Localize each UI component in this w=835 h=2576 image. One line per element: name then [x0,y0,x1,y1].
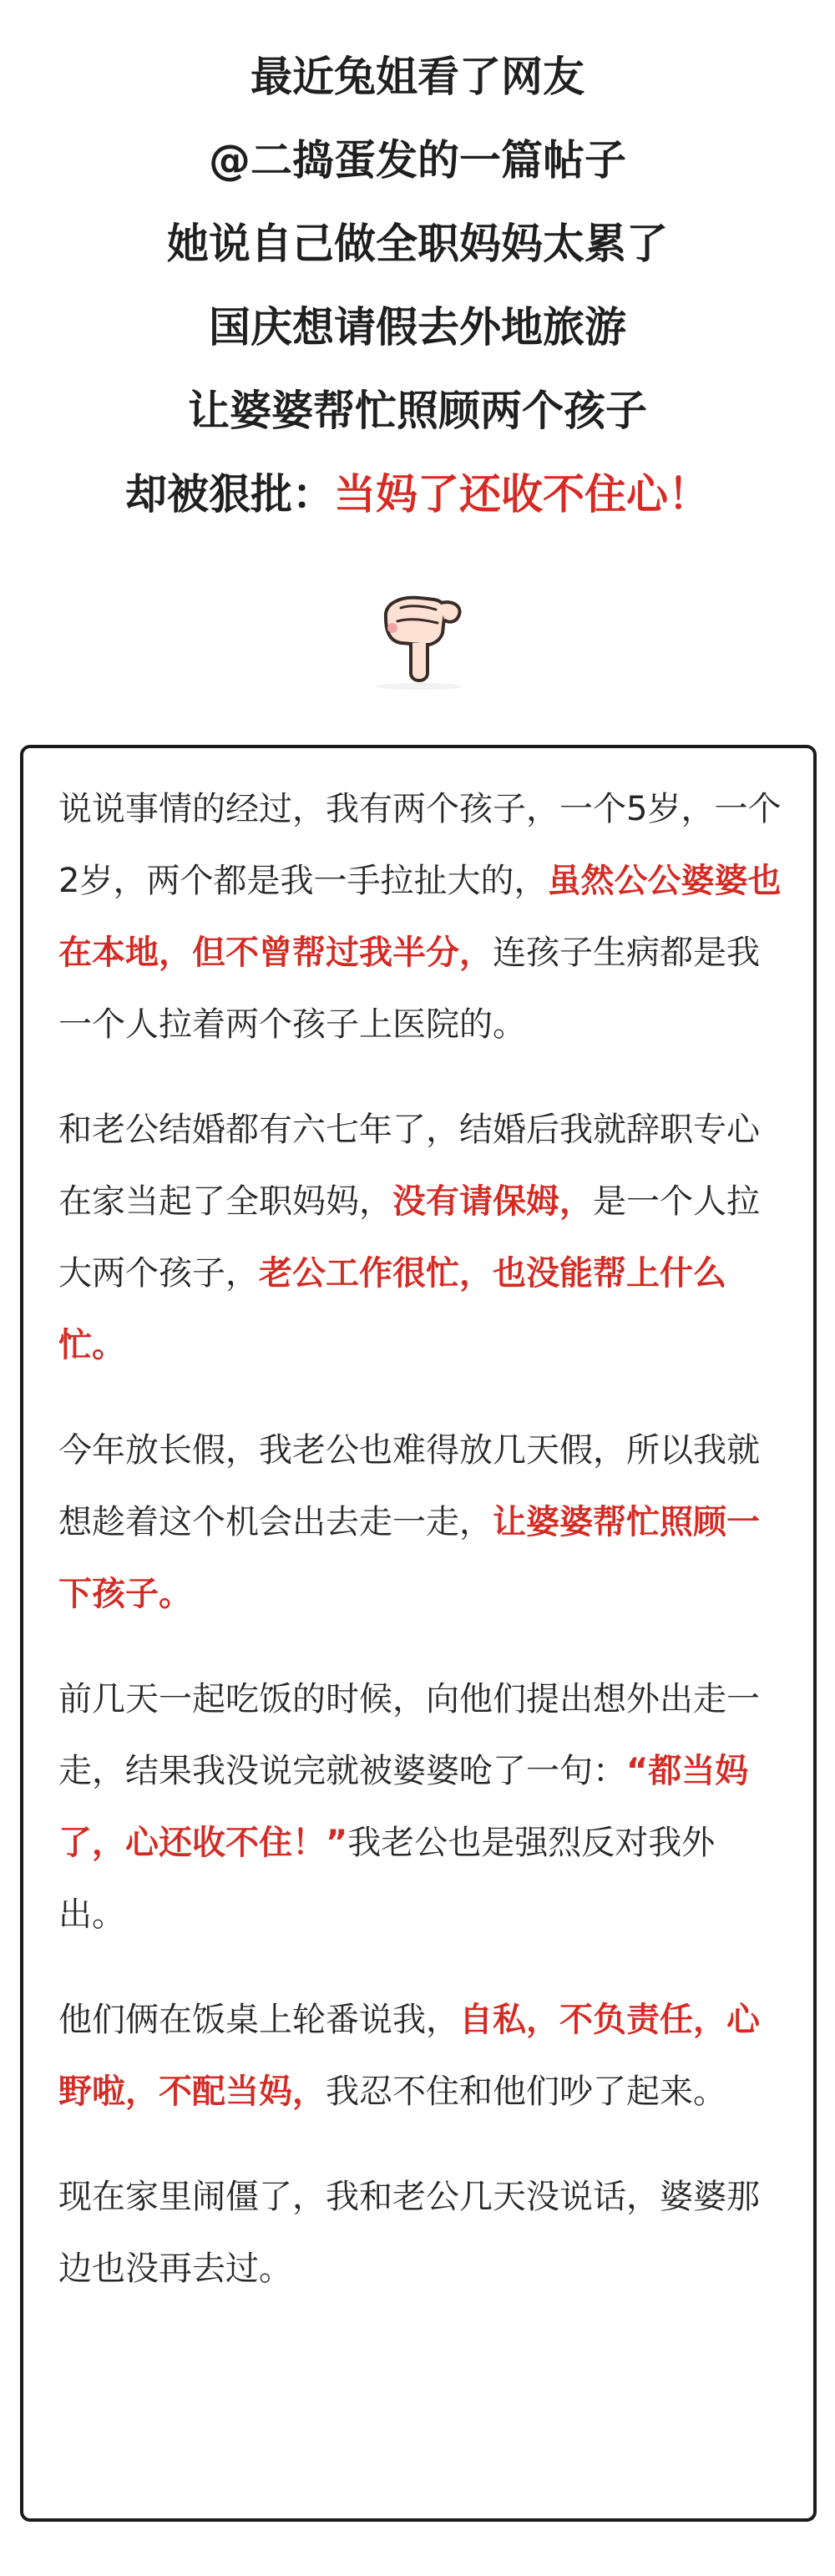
p2-text-c: 是一个人拉大两个孩子， [58,1182,760,1293]
story-box [20,745,817,2522]
story-paragraph-5 [58,1984,782,2128]
p4-text-c: 我老公也是强烈反对我外出。 [58,1824,716,1934]
p2-highlight-2: 老公工作很忙，也没能帮上什么忙。 [58,1254,726,1364]
p4-quote: “都当妈了，心还收不住！” [58,1752,749,1862]
intro-line-1: 最近兔姐看了网友 [250,53,584,101]
story-paragraph-2 [58,1094,782,1381]
intro-line-2: @二捣蛋发的一篇帖子 [209,136,626,185]
p5-highlight: 自私，不负责任，心野啦，不配当妈， [58,2001,760,2111]
p4-text-a: 前几天一起吃饭的时候，向他们提出想外出走一走，结果我没说完就被婆婆呛了一句： [58,1680,760,1790]
p1-highlight: 虽然公公婆婆也在本地，但不曾帮过我半分， [58,862,782,972]
pointing-down-hand-icon-svg [367,585,493,693]
story-paragraph-4 [58,1663,782,1951]
p6-text-a: 现在家里闹僵了，我和老公几天没说话，婆婆那边也没再去过。 [58,2178,760,2288]
p5-text-c: 我忍不住和他们吵了起来。 [326,2072,726,2111]
story-paragraph-1 [58,773,782,1060]
p3-highlight: 让婆婆帮忙照顾一下孩子。 [58,1503,760,1613]
story-paragraph-3 [58,1415,782,1630]
intro-line-5: 让婆婆帮忙照顾两个孩子 [188,387,647,435]
intro-line-6-prefix: 却被狠批： [125,470,334,519]
intro-line-6 [0,453,835,536]
story-paragraph-6 [58,2161,782,2305]
intro-line-6-highlight: 当妈了还收不住心！ [334,470,710,519]
pointing-down-hand-icon [367,585,493,693]
p2-text-a: 和老公结婚都有六七年了，结婚后我就辞职专心在家当起了全职妈妈， [58,1111,760,1221]
p3-text-a: 今年放长假，我老公也难得放几天假，所以我就想趁着这个机会出去走一走， [58,1431,760,1541]
p5-text-a: 他们俩在饭桌上轮番说我， [58,2001,459,2039]
p1-text-a: 说说事情的经过，我有两个孩子，一个5岁，一个2岁，两个都是我一手拉扯大的， [58,790,782,900]
p2-highlight-1: 没有请保姆， [392,1182,593,1221]
p1-text-c: 连孩子生病都是我一个人拉着两个孩子上医院的。 [58,934,760,1044]
intro-line-3: 她说自己做全职妈妈太累了 [167,220,668,268]
intro-line-4: 国庆想请假去外地旅游 [209,303,626,352]
intro-block [0,35,835,536]
